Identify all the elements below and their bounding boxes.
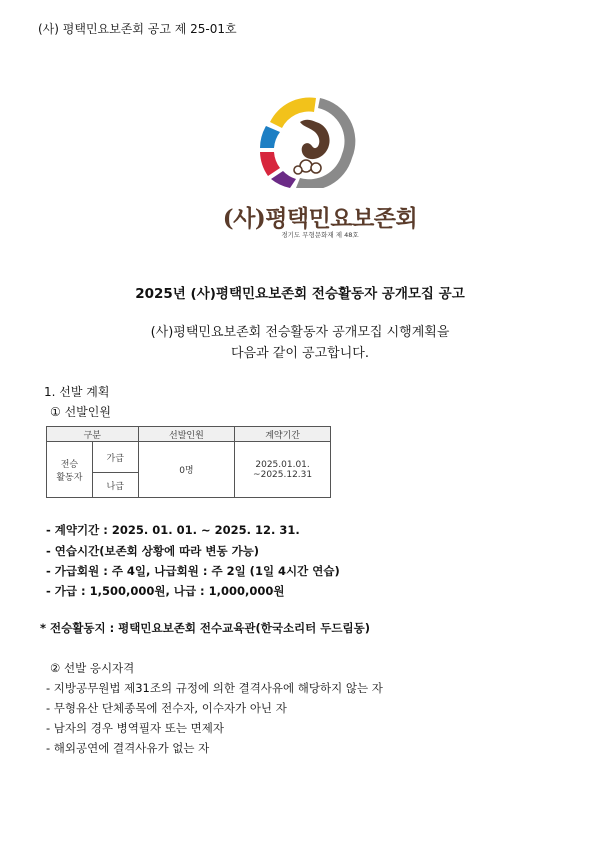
table-count-cell: 0명 bbox=[138, 442, 235, 498]
subsection-heading-1: ① 선발인원 bbox=[50, 405, 111, 419]
bullet-practice-time: - 연습시간(보존회 상황에 따라 변동 가능) bbox=[46, 544, 260, 558]
table-header-row bbox=[47, 427, 331, 442]
bullet-member-schedule: - 가급회원 : 주 4일, 나급회원 : 주 2일 (1일 4시간 연습) bbox=[46, 564, 340, 578]
organization-logo bbox=[256, 92, 360, 188]
logo-blue-arc bbox=[260, 126, 280, 148]
notice-number: (사) 평택민요보존회 공고 제 25-01호 bbox=[38, 22, 237, 36]
table-period-line-1: 2025.01.01. bbox=[255, 459, 310, 470]
table-grade-b: 나급 bbox=[92, 473, 138, 498]
page-title: 2025년 (사)평택민요보존회 전승활동자 공개모집 공고 bbox=[135, 286, 465, 302]
table-category-cell bbox=[47, 442, 93, 498]
intro-line-2: 다음과 같이 공고합니다. bbox=[231, 346, 369, 361]
qualification-item: - 지방공무원법 제31조의 규정에 의한 결격사유에 해당하지 않는 자 bbox=[46, 681, 383, 695]
table-header-period: 계약기간 bbox=[235, 427, 331, 442]
bullet-pay: - 가급 : 1,500,000원, 나급 : 1,000,000원 bbox=[46, 584, 285, 598]
qualification-item: - 해외공연에 결격사유가 없는 자 bbox=[46, 741, 210, 755]
subsection-heading-2: ② 선발 응시자격 bbox=[50, 661, 135, 675]
logo-purple-arc bbox=[271, 171, 296, 188]
logo-subtitle: 경기도 무형문화재 제 48호 bbox=[281, 231, 359, 239]
table-period-line-2: ~2025.12.31 bbox=[253, 469, 313, 480]
table-category-line-2: 활동자 bbox=[56, 472, 83, 483]
table-header-count: 선발인원 bbox=[138, 427, 235, 442]
place-note: * 전승활동지 : 평택민요보존회 전수교육관(한국소리터 두드림동) bbox=[40, 621, 370, 635]
table-grade-a: 가급 bbox=[92, 442, 138, 473]
logo-brown-swirl bbox=[300, 120, 330, 159]
intro-text bbox=[0, 322, 600, 364]
table-category-line-1: 전승 bbox=[60, 459, 79, 470]
table-period-cell bbox=[235, 442, 331, 498]
intro-line-1: (사)평택민요보존회 전승활동자 공개모집 시행계획을 bbox=[150, 325, 450, 340]
table-row bbox=[47, 442, 331, 473]
logo-cloud-3 bbox=[294, 166, 302, 174]
recruitment-table bbox=[46, 426, 331, 498]
qualification-item: - 남자의 경우 병역필자 또는 면제자 bbox=[46, 721, 224, 735]
qualification-item: - 무형유산 단체종목에 전수자, 이수자가 아닌 자 bbox=[46, 701, 287, 715]
section-heading: 1. 선발 계획 bbox=[44, 385, 110, 399]
bullet-contract-period: - 계약기간 : 2025. 01. 01. ~ 2025. 12. 31. bbox=[46, 523, 300, 537]
logo-cloud-2 bbox=[311, 163, 321, 173]
logo-red-arc bbox=[260, 152, 280, 176]
table-header-category: 구분 bbox=[47, 427, 139, 442]
logo-org-name: (사)평택민요보존회 bbox=[222, 205, 418, 232]
